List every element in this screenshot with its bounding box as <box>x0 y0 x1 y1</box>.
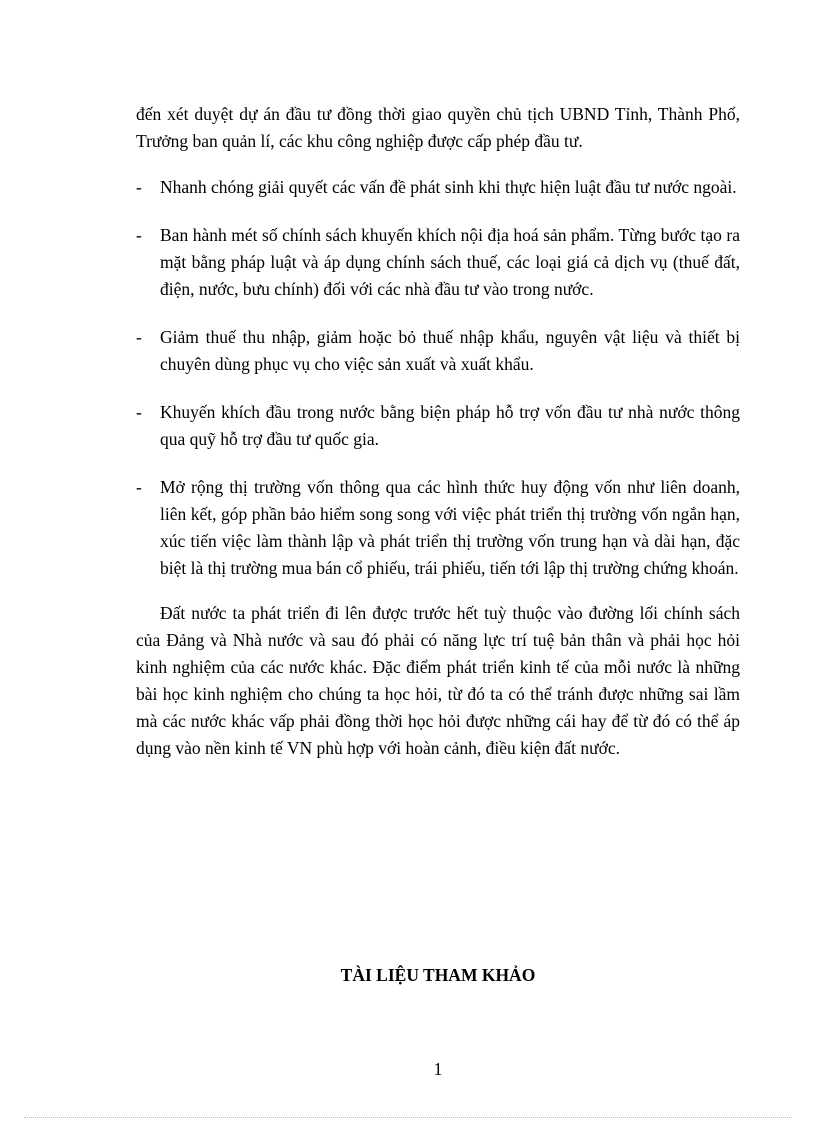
bullet-item-2 <box>136 222 740 303</box>
document-body <box>136 101 740 762</box>
bullet-text: Ban hành mét số chính sách khuyến khích nội địa hoá sản phẩm. Từng bước tạo ra mặt bằng pháp luật và áp dụng chính sách thuế, các loại giá cả dịch vụ (thuế đất, điện, nước, bưu chính) đối với các nhà đầu tư vào trong nước. <box>160 225 740 299</box>
bullet-text: Nhanh chóng giải quyết các vấn đề phát sinh khi thực hiện luật đầu tư nước ngoài. <box>160 177 737 197</box>
bullet-item-5 <box>136 474 740 582</box>
bullet-dash: - <box>136 477 142 497</box>
bullet-item-3 <box>136 324 740 378</box>
references-heading: TÀI LIỆU THAM KHẢO <box>340 965 536 985</box>
bullet-dash: - <box>136 225 142 245</box>
bullet-text: Mở rộng thị trường vốn thông qua các hình thức huy động vốn như liên doanh, liên kết, góp phần bảo hiểm song song với việc phát triển thị trường vốn ngắn hạn, xúc tiến việc làm thành lập và phát triển thị trường vốn trung hạn và dài hạn, đặc biệt là thị trường mua bán cổ phiếu, trái phiếu, tiến tới lập thị trường chứng khoán. <box>160 477 740 578</box>
page-bottom-divider <box>24 1117 792 1118</box>
bullet-dash: - <box>136 177 142 197</box>
page-number: 1 <box>433 1059 443 1079</box>
lead-paragraph: đến xét duyệt dự án đầu tư đồng thời giao quyền chủ tịch UBND Tỉnh, Thành Phố, Trưởng ban quản lí, các khu công nghiệp được cấp phép đầu tư. <box>136 104 740 151</box>
bullet-dash: - <box>136 327 142 347</box>
bullet-text: Khuyến khích đầu trong nước bằng biện pháp hỗ trợ vốn đầu tư nhà nước thông qua quỹ hỗ trợ đầu tư quốc gia. <box>160 402 740 449</box>
bullet-dash: - <box>136 402 142 422</box>
closing-paragraph: Đất nước ta phát triển đi lên được trước hết tuỳ thuộc vào đường lối chính sách của Đảng và Nhà nước và sau đó phải có năng lực trí tuệ bản thân và phải học hỏi kinh nghiệm của các nước khác. Đặc điểm phát triển kinh tế của mỗi nước là những bài học kinh nghiệm cho chúng ta học hỏi, từ đó ta có thể tránh được những sai lầm mà các nước khác vấp phải đồng thời học hỏi được những cái hay để từ đó có thể áp dụng vào nền kinh tế VN phù hợp với hoàn cảnh, điều kiện đất nước. <box>136 603 740 758</box>
bullet-item-4 <box>136 399 740 453</box>
bullet-text: Giảm thuế thu nhập, giảm hoặc bỏ thuế nhập khẩu, nguyên vật liệu và thiết bị chuyên dùng phục vụ cho việc sản xuất và xuất khẩu. <box>160 327 740 374</box>
bullet-item-1 <box>136 174 740 201</box>
